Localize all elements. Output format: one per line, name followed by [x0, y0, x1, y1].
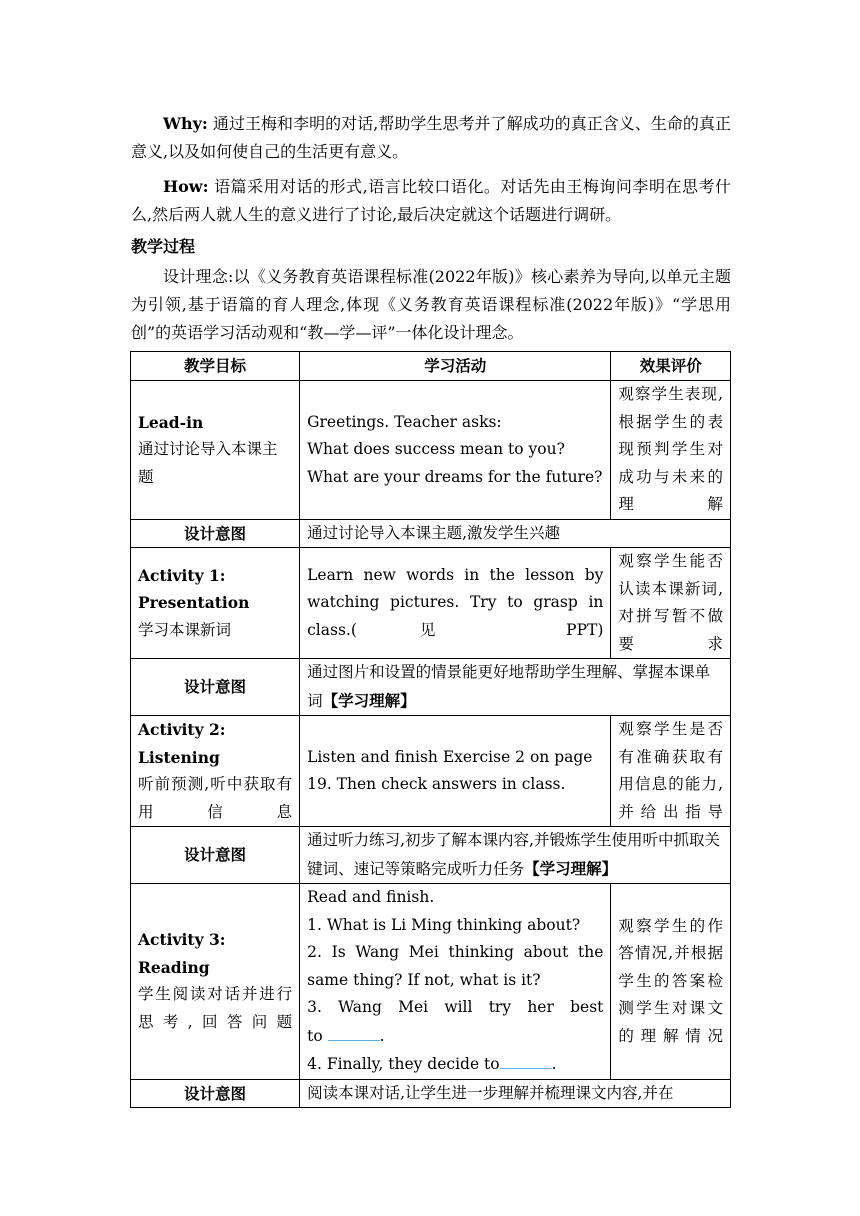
- table-header-row: [131, 352, 731, 381]
- how-label: How:: [163, 177, 209, 196]
- leadin-evaluation: 观察学生表现,根据学生的表现预判学生对成功与未来的理解: [611, 381, 731, 520]
- leadin-intent: 通过讨论导入本课主题,激发学生兴趣: [300, 519, 731, 548]
- act3-activity-intro: Read and finish.: [307, 888, 435, 906]
- leadin-activity-line-3: What are your dreams for the future?: [307, 467, 603, 486]
- act3-goal-cell: [131, 884, 300, 1080]
- act3-intent-label: 设计意图: [131, 1079, 300, 1108]
- act3-question-3b-line: to .: [307, 1022, 603, 1051]
- table-row-activity-2: [131, 716, 731, 827]
- act3-question-2: 2. Is Wang Mei thinking about the same thing? If not, what is it?: [307, 943, 604, 989]
- act3-title: Activity 3: Reading: [138, 930, 226, 977]
- header-activity: 学习活动: [300, 352, 611, 381]
- act1-activity: Learn new words in the lesson by watching pictures. Try to grasp in class.(见 PPT): [300, 548, 611, 659]
- act3-activity-cell: [300, 884, 611, 1080]
- act3-intent: 阅读本课对话,让学生进一步理解并梳理课文内容,并在: [300, 1079, 731, 1108]
- leadin-activity-line-2: What does success mean to you?: [307, 440, 565, 458]
- teaching-process-table: [130, 351, 731, 1108]
- act2-title: Activity 2: Listening: [138, 720, 226, 767]
- act2-goal: 听前预测,听中获取有用信息: [138, 775, 293, 821]
- act3-goal: 学生阅读对话并进行思考,回答问题: [138, 985, 293, 1031]
- leadin-activity-cell: [300, 381, 611, 520]
- act3-question-1: 1. What is Li Ming thinking about?: [307, 915, 581, 934]
- leadin-goal-cell: [131, 381, 300, 520]
- answer-blank-4[interactable]: [500, 1050, 552, 1069]
- table-row-leadin: [131, 381, 731, 520]
- act2-evaluation: 观察学生是否有准确获取有用信息的能力,并给出指导: [611, 716, 731, 827]
- leadin-activity-line-1: Greetings. Teacher asks:: [307, 412, 502, 431]
- act1-intent-label: 设计意图: [131, 659, 300, 716]
- table-row-activity-3: [131, 884, 731, 1080]
- leadin-intent-label: 设计意图: [131, 519, 300, 548]
- answer-blank-3[interactable]: [328, 1022, 380, 1041]
- table-row-activity-2-intent: [131, 827, 731, 884]
- leadin-title: Lead-in: [138, 412, 204, 432]
- act1-title-line-1: Activity 1:: [138, 565, 226, 585]
- act2-intent-label: 设计意图: [131, 827, 300, 884]
- design-concept-paragraph: 设计理念:以《义务教育英语课程标准(2022年版)》核心素养为导向,以单元主题为引领,基于语篇的育人理念,体现《义务教育英语课程标准(2022年版)》“学思用创”的英语学习活动观和“教—学—评”一体化设计理念。: [131, 267, 731, 342]
- act1-evaluation: 观察学生能否认读本课新词,对拼写暂不做要求: [611, 548, 731, 659]
- header-evaluation: 效果评价: [611, 352, 731, 381]
- table-row-activity-3-intent: [131, 1079, 731, 1108]
- why-label: Why:: [163, 114, 208, 133]
- act3-evaluation: 观察学生的作答情况,并根据学生的答案检测学生对课文的理解情况: [611, 884, 731, 1080]
- table-row-activity-1: [131, 548, 731, 659]
- header-goal: 教学目标: [131, 352, 300, 381]
- section-title: 教学过程: [131, 237, 196, 256]
- act3-question-4-line: 4. Finally, they decide to .: [307, 1050, 603, 1079]
- act1-goal-cell: [131, 548, 300, 659]
- how-paragraph: [131, 173, 731, 229]
- table-row-leadin-intent: [131, 519, 731, 548]
- how-text: 语篇采用对话的形式,语言比较口语化。对话先由王梅询问李明在思考什么,然后两人就人生的意义进行了讨论,最后决定就这个话题进行调研。: [131, 177, 731, 224]
- act2-activity: Listen and finish Exercise 2 on page 19. Then check answers in class.: [300, 716, 611, 827]
- act1-intent-tag: 【学习理解】: [322, 690, 416, 710]
- leadin-goal: 通过讨论导入本课主题: [138, 440, 278, 486]
- act2-goal-cell: [131, 716, 300, 827]
- act1-intent-cell: [300, 659, 731, 716]
- why-text: 通过王梅和李明的对话,帮助学生思考并了解成功的真正含义、生命的真正意义,以及如何使自己的生活更有意义。: [131, 114, 731, 161]
- act3-question-3a: 3. Wang Mei will try her best: [307, 998, 604, 1016]
- act1-intent: 通过图片和设置的情景能更好地帮助学生理解、掌握本课单词: [307, 663, 711, 710]
- act2-intent-tag: 【学习理解】: [524, 858, 618, 878]
- act2-intent-cell: [300, 827, 731, 884]
- act3-question-3b: to: [307, 1026, 323, 1045]
- act1-title-line-2: Presentation: [138, 593, 250, 613]
- table-row-activity-1-intent: [131, 659, 731, 716]
- act1-goal: 学习本课新词: [138, 620, 232, 639]
- why-paragraph: [131, 110, 731, 166]
- act3-question-4: 4. Finally, they decide to: [307, 1055, 500, 1073]
- act2-intent: 通过听力练习,初步了解本课内容,并锻炼学生使用听中抓取关键词、速记等策略完成听力任务: [307, 831, 720, 878]
